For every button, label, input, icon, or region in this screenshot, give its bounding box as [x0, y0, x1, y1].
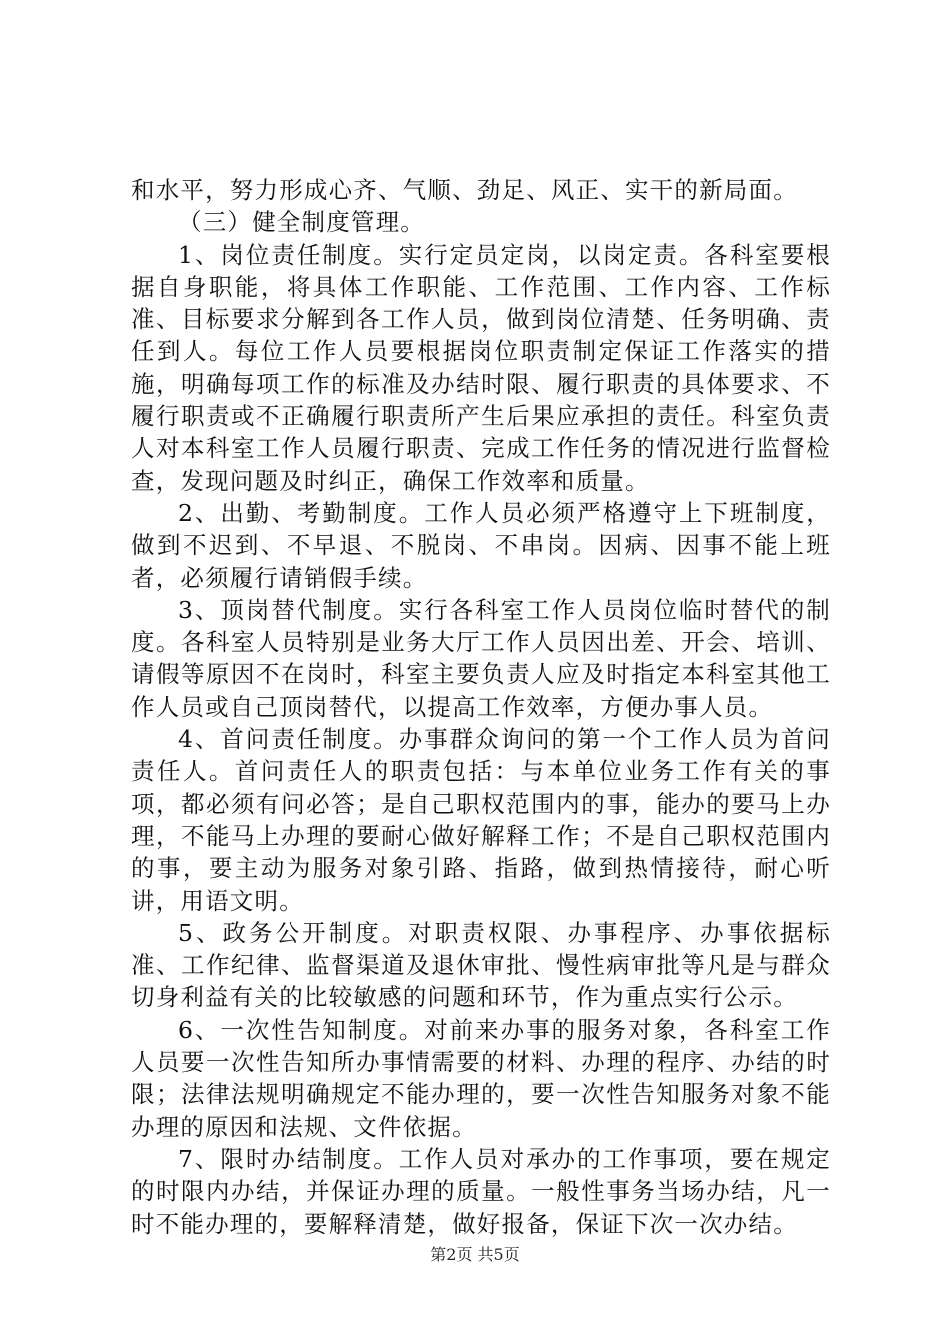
paragraph-item-3: 3、顶岗替代制度。实行各科室工作人员岗位临时替代的制度。各科室人员特别是业务大厅工作人员因出差、开会、培训、请假等原因不在岗时，科室主要负责人应及时指定本科室其他工作人员或自己顶岗替代，以提高工作效率，方便办事人员。: [131, 595, 831, 721]
paragraph-item-2: 2、出勤、考勤制度。工作人员必须严格遵守上下班制度，做到不迟到、不早退、不脱岗、不串岗。因病、因事不能上班者，必须履行请销假手续。: [131, 498, 831, 592]
paragraph-item-6: 6、一次性告知制度。对前来办事的服务对象，各科室工作人员要一次性告知所办事情需要的材料、办理的程序、办结的时限；法律法规明确规定不能办理的，要一次性告知服务对象不能办理的原因和法规、文件依据。: [131, 1015, 831, 1141]
document-body: [131, 174, 831, 1240]
page-number-footer: 第2页 共5页: [430, 1245, 520, 1264]
paragraph-item-4: 4、首问责任制度。办事群众询问的第一个工作人员为首问责任人。首问责任人的职责包括：与本单位业务工作有关的事项，都必须有问必答；是自己职权范围内的事，能办的要马上办理，不能马上办理的要耐心做好解释工作；不是自己职权范围内的事，要主动为服务对象引路、指路，做到热情接待，耐心听讲，用语文明。: [131, 725, 831, 915]
section-heading: （三）健全制度管理。: [178, 208, 425, 237]
paragraph-item-7: 7、限时办结制度。工作人员对承办的工作事项，要在规定的时限内办结，并保证办理的质量。一般性事务当场办结，凡一时不能办理的，要解释清楚，做好报备，保证下次一次办结。: [131, 1144, 831, 1238]
paragraph-item-5: 5、政务公开制度。对职责权限、办事程序、办事依据标准、工作纪律、监督渠道及退休审批、慢性病审批等凡是与群众切身利益有关的比较敏感的问题和环节，作为重点实行公示。: [131, 918, 831, 1012]
continuation-paragraph: 和水平，努力形成心齐、气顺、劲足、风正、实干的新局面。: [131, 176, 798, 204]
paragraph-item-1: 1、岗位责任制度。实行定员定岗，以岗定责。各科室要根据自身职能，将具体工作职能、工作范围、工作内容、工作标准、目标要求分解到各工作人员，做到岗位清楚、任务明确、责任到人。每位工作人员要根据岗位职责制定保证工作落实的措施，明确每项工作的标准及办结时限、履行职责的具体要求、不履行职责或不正确履行职责所产生后果应承担的责任。科室负责人对本科室工作人员履行职责、完成工作任务的情况进行监督检查，发现问题及时纠正，确保工作效率和质量。: [131, 240, 831, 495]
